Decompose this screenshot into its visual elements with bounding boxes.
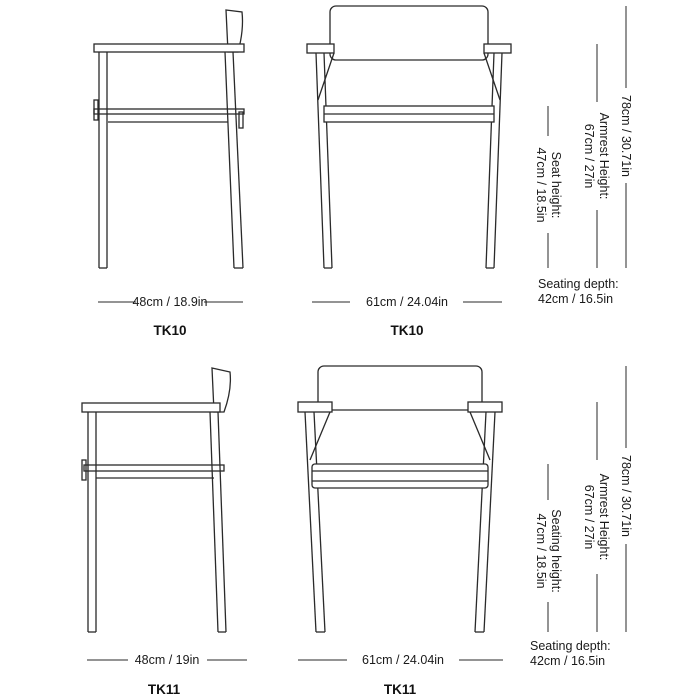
tk10-seating-depth-value: 42cm / 16.5in [538, 292, 614, 306]
tk11-side-model-title: TK11 [147, 682, 181, 697]
tk10-side-model-title: TK10 [153, 323, 187, 338]
tk10-front-width-label: 61cm / 24.04in [366, 295, 448, 309]
tk11-armrest-height-value: 67cm / 27in [582, 484, 596, 550]
tk11-seat-height-value: 47cm / 18.5in [534, 513, 548, 589]
tk11-front-width-label: 61cm / 24.04in [362, 653, 444, 667]
tk10-side-view [94, 10, 244, 268]
tk10-total-height-label: 78cm / 30.71in [619, 95, 633, 177]
tk11-seat-height-title: Seating height: [549, 509, 563, 593]
tk10-front-view [307, 6, 511, 268]
tk10-side-width-label: 48cm / 18.9in [132, 295, 208, 309]
tk11-total-height-label: 78cm / 30.71in [619, 455, 633, 537]
tk11-armrest-height-title: Armrest Height: [597, 473, 611, 561]
tk10-front-model-title: TK10 [390, 323, 424, 338]
tk10-seating-depth-title: Seating depth: [538, 277, 619, 291]
tk10-armrest-height-value: 67cm / 27in [582, 123, 596, 189]
tk11-side-width-label: 48cm / 19in [134, 653, 200, 667]
tk11-seating-depth-value: 42cm / 16.5in [530, 654, 606, 668]
tk11-front-model-title: TK11 [383, 682, 417, 697]
tk11-seating-depth-title: Seating depth: [530, 639, 611, 653]
tk10-seat-height-title: Seat height: [549, 151, 563, 219]
tk10-seat-height-value: 47cm / 18.5in [534, 147, 548, 223]
tk11-front-view [298, 366, 502, 632]
tk10-armrest-height-title: Armrest Height: [597, 112, 611, 200]
tk11-side-view [82, 368, 230, 632]
